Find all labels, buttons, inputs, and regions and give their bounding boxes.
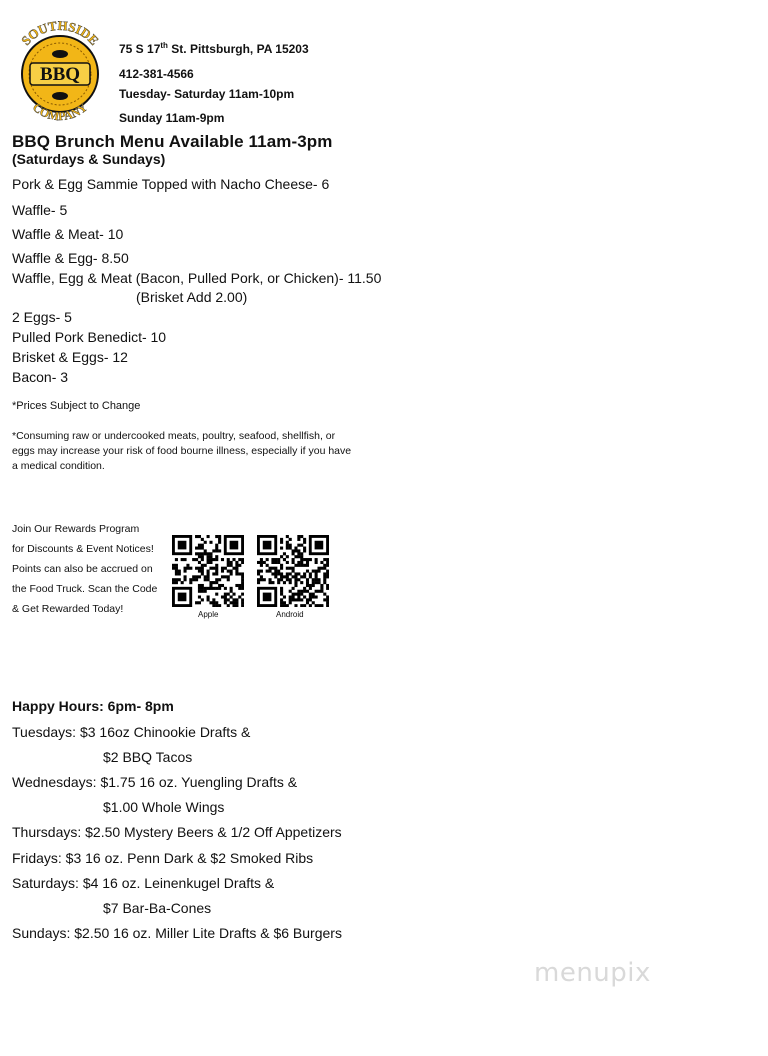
logo-top-text: SOUTHSIDE	[18, 17, 102, 49]
happy-hour-line: Sundays: $2.50 16 oz. Miller Lite Drafts & $6 Burgers	[12, 925, 342, 941]
happy-hour-line: Saturdays: $4 16 oz. Leinenkugel Drafts &	[12, 875, 275, 891]
logo-bottom-text: COMPANY	[30, 100, 90, 124]
southside-bbq-logo	[8, 16, 112, 126]
happy-hour-line: Thursdays: $2.50 Mystery Beers & 1/2 Off Appetizers	[12, 824, 342, 840]
qr-android-label: Android	[276, 610, 304, 619]
brunch-item-note: (Brisket Add 2.00)	[136, 289, 248, 305]
qr-code-apple[interactable]	[172, 535, 244, 607]
brunch-item: Waffle, Egg & Meat (Bacon, Pulled Pork, or Chicken)- 11.50	[12, 270, 382, 286]
brunch-item: Waffle & Meat- 10	[12, 226, 124, 242]
happy-hours-title: Happy Hours: 6pm- 8pm	[12, 698, 174, 714]
brunch-item: Pork & Egg Sammie Topped with Nacho Cheese- 6	[12, 176, 330, 192]
hours-weekday: Tuesday- Saturday 11am-10pm	[119, 87, 295, 101]
consumer-advisory: *Consuming raw or undercooked meats, poultry, seafood, shellfish, or eggs may increase your risk of food bourne illness, especially if you have a medical condition.	[12, 430, 352, 472]
brunch-item: Waffle & Egg- 8.50	[12, 250, 129, 266]
brunch-item: Waffle- 5	[12, 202, 68, 218]
happy-hour-line: Fridays: $3 16 oz. Penn Dark & $2 Smoked Ribs	[12, 850, 314, 866]
rewards-text: Join Our Rewards Program for Discounts & Event Notices! Points can also be accrued on the Food Truck. Scan the Code & Get Rewarded Today!	[12, 523, 158, 615]
phone-number[interactable]: 412-381-4566	[119, 67, 194, 81]
prices-note: *Prices Subject to Change	[12, 400, 141, 412]
logo-bbq-text: BBQ	[39, 64, 81, 85]
address: 75 S 17th St. Pittsburgh, PA 15203	[119, 41, 309, 56]
brunch-subtitle: (Saturdays & Sundays)	[12, 151, 166, 167]
brunch-item: Bacon- 3	[12, 369, 69, 385]
happy-hour-line: Wednesdays: $1.75 16 oz. Yuengling Drafts &	[12, 774, 298, 790]
happy-hour-line: $2 BBQ Tacos	[103, 749, 193, 765]
brunch-item: Pulled Pork Benedict- 10	[12, 329, 167, 345]
happy-hour-line: $7 Bar-Ba-Cones	[103, 900, 212, 916]
qr-apple-label: Apple	[198, 610, 219, 619]
menupix-watermark: menupix	[534, 958, 651, 988]
brunch-item: Brisket & Eggs- 12	[12, 349, 128, 365]
brunch-title: BBQ Brunch Menu Available 11am-3pm	[12, 132, 333, 151]
happy-hour-line: Tuesdays: $3 16oz Chinookie Drafts &	[12, 724, 251, 740]
hours-sunday: Sunday 11am-9pm	[119, 111, 225, 125]
brunch-item: 2 Eggs- 5	[12, 309, 72, 325]
qr-code-android[interactable]	[257, 535, 329, 607]
happy-hour-line: $1.00 Whole Wings	[103, 799, 225, 815]
